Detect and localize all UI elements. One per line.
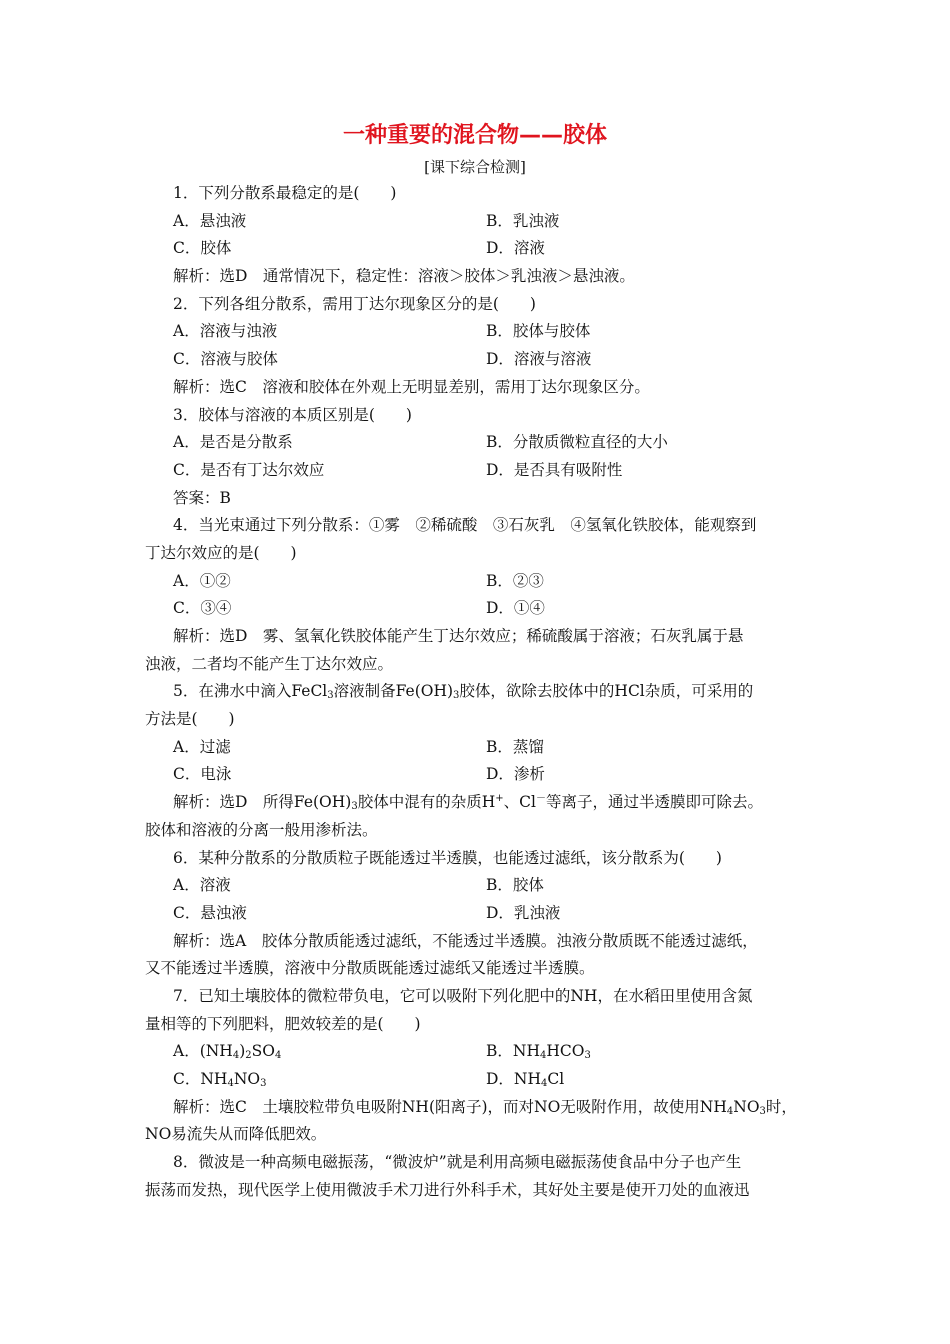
- option-a: A．溶液: [173, 876, 231, 895]
- option-b: B．胶体与胶体: [486, 322, 591, 341]
- subscript: 4: [541, 1078, 548, 1089]
- question-4-options-row-1: [145, 568, 815, 596]
- question-8-stem-line-1: 8．微波是一种高频电磁振荡，“微波炉”就是利用高频电磁振荡使食品中分子也产生: [173, 1153, 742, 1172]
- question-6-options-row-2: [145, 900, 815, 928]
- question-6-analysis-line-2: 又不能透过半透膜，溶液中分散质既能透过滤纸又能透过半透膜。: [145, 959, 595, 978]
- option-b: B．②③: [486, 571, 544, 590]
- option-b: B．蒸馏: [486, 737, 544, 756]
- question-2-stem: 2．下列各组分散系，需用丁达尔现象区分的是( ): [173, 294, 536, 313]
- option-d: D．乳浊液: [486, 903, 561, 922]
- question-1-analysis: 解析：选D 通常情况下，稳定性：溶液＞胶体＞乳浊液＞悬浊液。: [173, 267, 635, 286]
- question-5-analysis-line-2: 胶体和溶液的分离一般用渗析法。: [145, 820, 378, 839]
- subscript: 3: [584, 1050, 591, 1062]
- text-run: 等离子，通过半透膜即可除去。: [545, 793, 763, 812]
- subscript: 3: [759, 1105, 766, 1117]
- subscript: 4: [227, 1078, 234, 1089]
- option-b: B．乳浊液: [486, 211, 560, 230]
- question-5-options-row-1: [145, 734, 815, 762]
- superscript: +: [495, 793, 504, 805]
- question-5-stem-line-1: [145, 678, 815, 706]
- option-b: [486, 1038, 799, 1066]
- text-run: C．NH: [173, 1070, 228, 1088]
- text-run: B．NH: [486, 1042, 540, 1061]
- superscript: －: [535, 793, 546, 805]
- question-3-options-row-2: [145, 457, 815, 485]
- question-7-options-row-1: [145, 1038, 815, 1066]
- option-b: B．胶体: [486, 876, 544, 895]
- question-7-analysis-line-1: [145, 1094, 815, 1122]
- text-run: 5．在沸水中滴入FeCl: [173, 682, 328, 701]
- question-4-stem-line-2: 丁达尔效应的是( ): [145, 543, 297, 562]
- question-2-options-row-1: [145, 318, 815, 346]
- text-run: SO: [251, 1042, 275, 1061]
- question-1-options-row-2: [145, 235, 815, 263]
- question-5-stem-line-2: 方法是( ): [145, 710, 235, 729]
- question-6-analysis-line-1: 解析：选A 胶体分散质能透过滤纸，不能透过半透膜。浊液分散质既不能透过滤纸，: [173, 931, 758, 950]
- question-7-stem-line-2: 量相等的下列肥料，肥效较差的是( ): [145, 1014, 421, 1033]
- question-4-analysis-line-2: 浊液，二者均不能产生丁达尔效应。: [145, 654, 394, 673]
- option-a: A．过滤: [173, 737, 231, 756]
- page-title: 一种重要的混合物——胶体: [342, 123, 607, 148]
- question-4-stem-line-1: 4．当光束通过下列分散系：①雾 ②稀硫酸 ③石灰乳 ④氢氧化铁胶体，能观察到: [173, 516, 757, 535]
- subscript: 4: [726, 1105, 734, 1117]
- question-5-options-row-2: [145, 761, 815, 789]
- question-6-options-row-1: [145, 872, 815, 900]
- text-run: ): [239, 1042, 246, 1061]
- text-run: 、Cl: [503, 793, 536, 812]
- text-run: 解析：选D 所得Fe(OH): [173, 793, 352, 812]
- question-2-analysis: 解析：选C 溶液和胶体在外观上无明显差别，需用丁达尔现象区分。: [173, 377, 650, 396]
- option-a: A．溶液与浊液: [173, 322, 278, 341]
- text-run: A．(NH: [173, 1042, 233, 1061]
- subscript: 3: [327, 690, 334, 702]
- text-run: Cl: [547, 1070, 565, 1088]
- subscript: 2: [245, 1050, 252, 1062]
- option-c: C．悬浊液: [173, 903, 247, 922]
- text-run: 时，: [765, 1097, 797, 1116]
- question-5-analysis-line-1: [145, 789, 815, 817]
- option-d: D．渗析: [486, 765, 545, 784]
- option-a: A．是否是分散系: [173, 433, 293, 452]
- question-7-analysis-line-2: NO易流失从而降低肥效。: [145, 1125, 327, 1144]
- subscript: 3: [453, 690, 460, 702]
- option-d: D．溶液与溶液: [486, 350, 592, 369]
- question-3-stem: 3．胶体与溶液的本质区别是( ): [173, 405, 412, 424]
- question-1-options-row-1: [145, 208, 815, 236]
- question-4-analysis-line-1: 解析：选D 雾、氢氧化铁胶体能产生丁达尔效应；稀硫酸属于溶液；石灰乳属于悬: [173, 627, 744, 645]
- text-run: HCO: [546, 1042, 585, 1061]
- question-list: [145, 180, 815, 1204]
- option-d: D．①④: [486, 599, 545, 618]
- subscript: 4: [232, 1050, 240, 1062]
- question-3-options-row-1: [145, 429, 815, 457]
- text-run: NO: [233, 1070, 261, 1088]
- option-c: [173, 1066, 486, 1094]
- option-c: C．溶液与胶体: [173, 350, 278, 369]
- text-run: D．NH: [486, 1070, 542, 1088]
- question-7-options-row-2: [145, 1066, 815, 1094]
- option-c: C．电泳: [173, 765, 232, 784]
- option-c: C．胶体: [173, 239, 232, 258]
- question-8-stem-line-2: 振荡而发热，现代医学上使用微波手术刀进行外科手术，其好处主要是使开刀处的血液迅: [145, 1180, 750, 1199]
- text-run: 解析：选C 土壤胶粒带负电吸附NH(阳离子)，而对NO无吸附作用，故使用NH: [173, 1097, 727, 1116]
- option-a: A．①②: [173, 571, 231, 590]
- text-run: NO: [733, 1097, 760, 1116]
- option-b: B．分散质微粒直径的大小: [486, 433, 668, 452]
- subscript: 3: [260, 1078, 267, 1089]
- subscript: 3: [351, 801, 358, 813]
- option-d: D．溶液: [486, 239, 545, 258]
- option-a: A．悬浊液: [173, 211, 247, 230]
- option-a: [173, 1038, 486, 1066]
- question-2-options-row-2: [145, 346, 815, 374]
- question-3-answer: 答案：B: [173, 488, 231, 507]
- question-1-stem: 1．下列分散系最稳定的是( ): [173, 184, 397, 202]
- text-run: 溶液制备Fe(OH): [333, 682, 454, 701]
- page-subtitle: [课下综合检测]: [424, 158, 526, 176]
- option-c: C．是否有丁达尔效应: [173, 460, 325, 479]
- question-7-stem-line-1: 7．已知土壤胶体的微粒带负电，它可以吸附下列化肥中的NH，在水稻田里使用含氮: [173, 986, 753, 1005]
- text-run: 胶体中混有的杂质H: [357, 793, 496, 812]
- subscript: 4: [274, 1050, 282, 1062]
- text-run: 胶体，欲除去胶体中的HCl杂质，可采用的: [459, 682, 754, 701]
- option-d: D．是否具有吸附性: [486, 460, 623, 479]
- subscript: 4: [539, 1050, 547, 1062]
- question-4-options-row-2: [145, 595, 815, 623]
- option-c: C．③④: [173, 599, 232, 618]
- option-d: [486, 1066, 799, 1094]
- question-6-stem: 6．某种分散系的分散质粒子既能透过半透膜，也能透过滤纸，该分散系为( ): [173, 848, 722, 867]
